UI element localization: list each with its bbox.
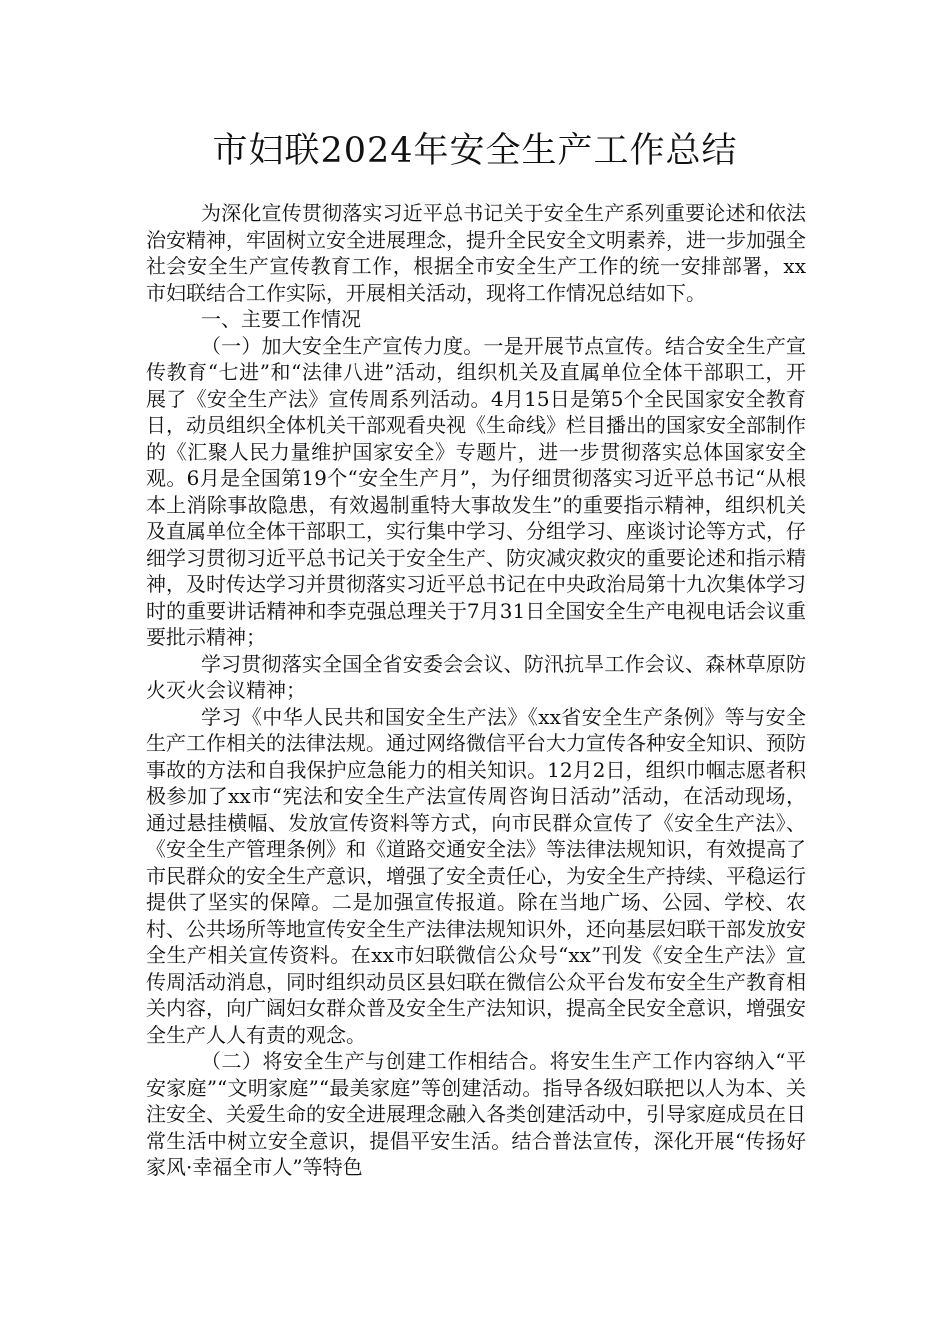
body-paragraph: 学习《中华人民共和国安全生产法》《xx省安全生产条例》等与安全生产工作相关的法律法规。通过网络微信平台大力宣传各种安全知识、预防事故的方法和自我保护应急能力的相关知识。12月2日，组织巾帼志愿者积极参加了xx市“宪法和安全生产法宣传周咨询日活动”活动，在活动现场，通过悬挂横幅、发放宣传资料等方式，向市民群众宣传了《安全生产法》、《安全生产管理条例》和《道路交通安全法》等法律法规知识，有效提高了市民群众的安全生产意识，增强了安全责任心，为安全生产持续、平稳运行提供了坚实的保障。二是加强宣传报道。除在当地广场、公园、学校、农村、公共场所等地宣传安全生产法律法规知识外，还向基层妇联干部发放安全生产相关宣传资料。在xx市妇联微信公众号“xx”刊发《安全生产法》宣传周活动消息，同时组织动员区县妇联在微信公众平台发布安全生产教育相关内容，向广阔妇女群众普及安全生产法知识，提高全民安全意识，增强安全生产人人有责的观念。 [146, 704, 806, 1047]
body-paragraph: 学习贯彻落实全国全省安委会会议、防汛抗旱工作会议、森林草原防火灭火会议精神； [146, 651, 806, 702]
document-title: 市妇联2024年安全生产工作总结 [212, 131, 738, 171]
body-paragraph: （一）加大安全生产宣传力度。一是开展节点宣传。结合安全生产宣传教育“七进”和“法律八进”活动，组织机关及直属单位全体干部职工，开展了《安全生产法》宣传周系列活动。4月15日是第5个全民国家安全教育日，动员组织全体机关干部观看央视《生命线》栏目播出的国家安全部制作的《汇聚人民力量维护国家安全》专题片，进一步贯彻落实总体国家安全观。6月是全国第19个“安全生产月”，为仔细贯彻落实习近平总书记“从根本上消除事故隐患，有效遏制重特大事故发生”的重要指示精神，组织机关及直属单位全体干部职工，实行集中学习、分组学习、座谈讨论等方式，仔细学习贯彻习近平总书记关于安全生产、防灾减灾救灾的重要论述和指示精神，及时传达学习并贯彻落实习近平总书记在中央政治局第十九次集体学习时的重要讲话精神和李克强总理关于7月31日全国安全生产电视电话会议重要批示精神； [146, 333, 806, 649]
section-heading: 一、主要工作情况 [201, 307, 361, 331]
intro-paragraph: 为深化宣传贯彻落实习近平总书记关于安全生产系列重要论述和依法治安精神，牢固树立安全进展理念，提升全民安全文明素养，进一步加强全社会安全生产宣传教育工作，根据全市安全生产工作的统一安排部署，xx市妇联结合工作实际，开展相关活动，现将工作情况总结如下。 [146, 201, 806, 305]
body-paragraph: （二）将安全生产与创建工作相结合。将安生生产工作内容纳入“平安家庭”“文明家庭”“最美家庭”等创建活动。指导各级妇联把以人为本、关注安全、关爱生命的安全进展理念融入各类创建活动中，引导家庭成员在日常生活中树立安全意识，提倡平安生活。结合普法宣传，深化开展“传扬好家风·幸福全市人”等特色 [146, 1049, 806, 1179]
document-body [146, 200, 806, 1181]
